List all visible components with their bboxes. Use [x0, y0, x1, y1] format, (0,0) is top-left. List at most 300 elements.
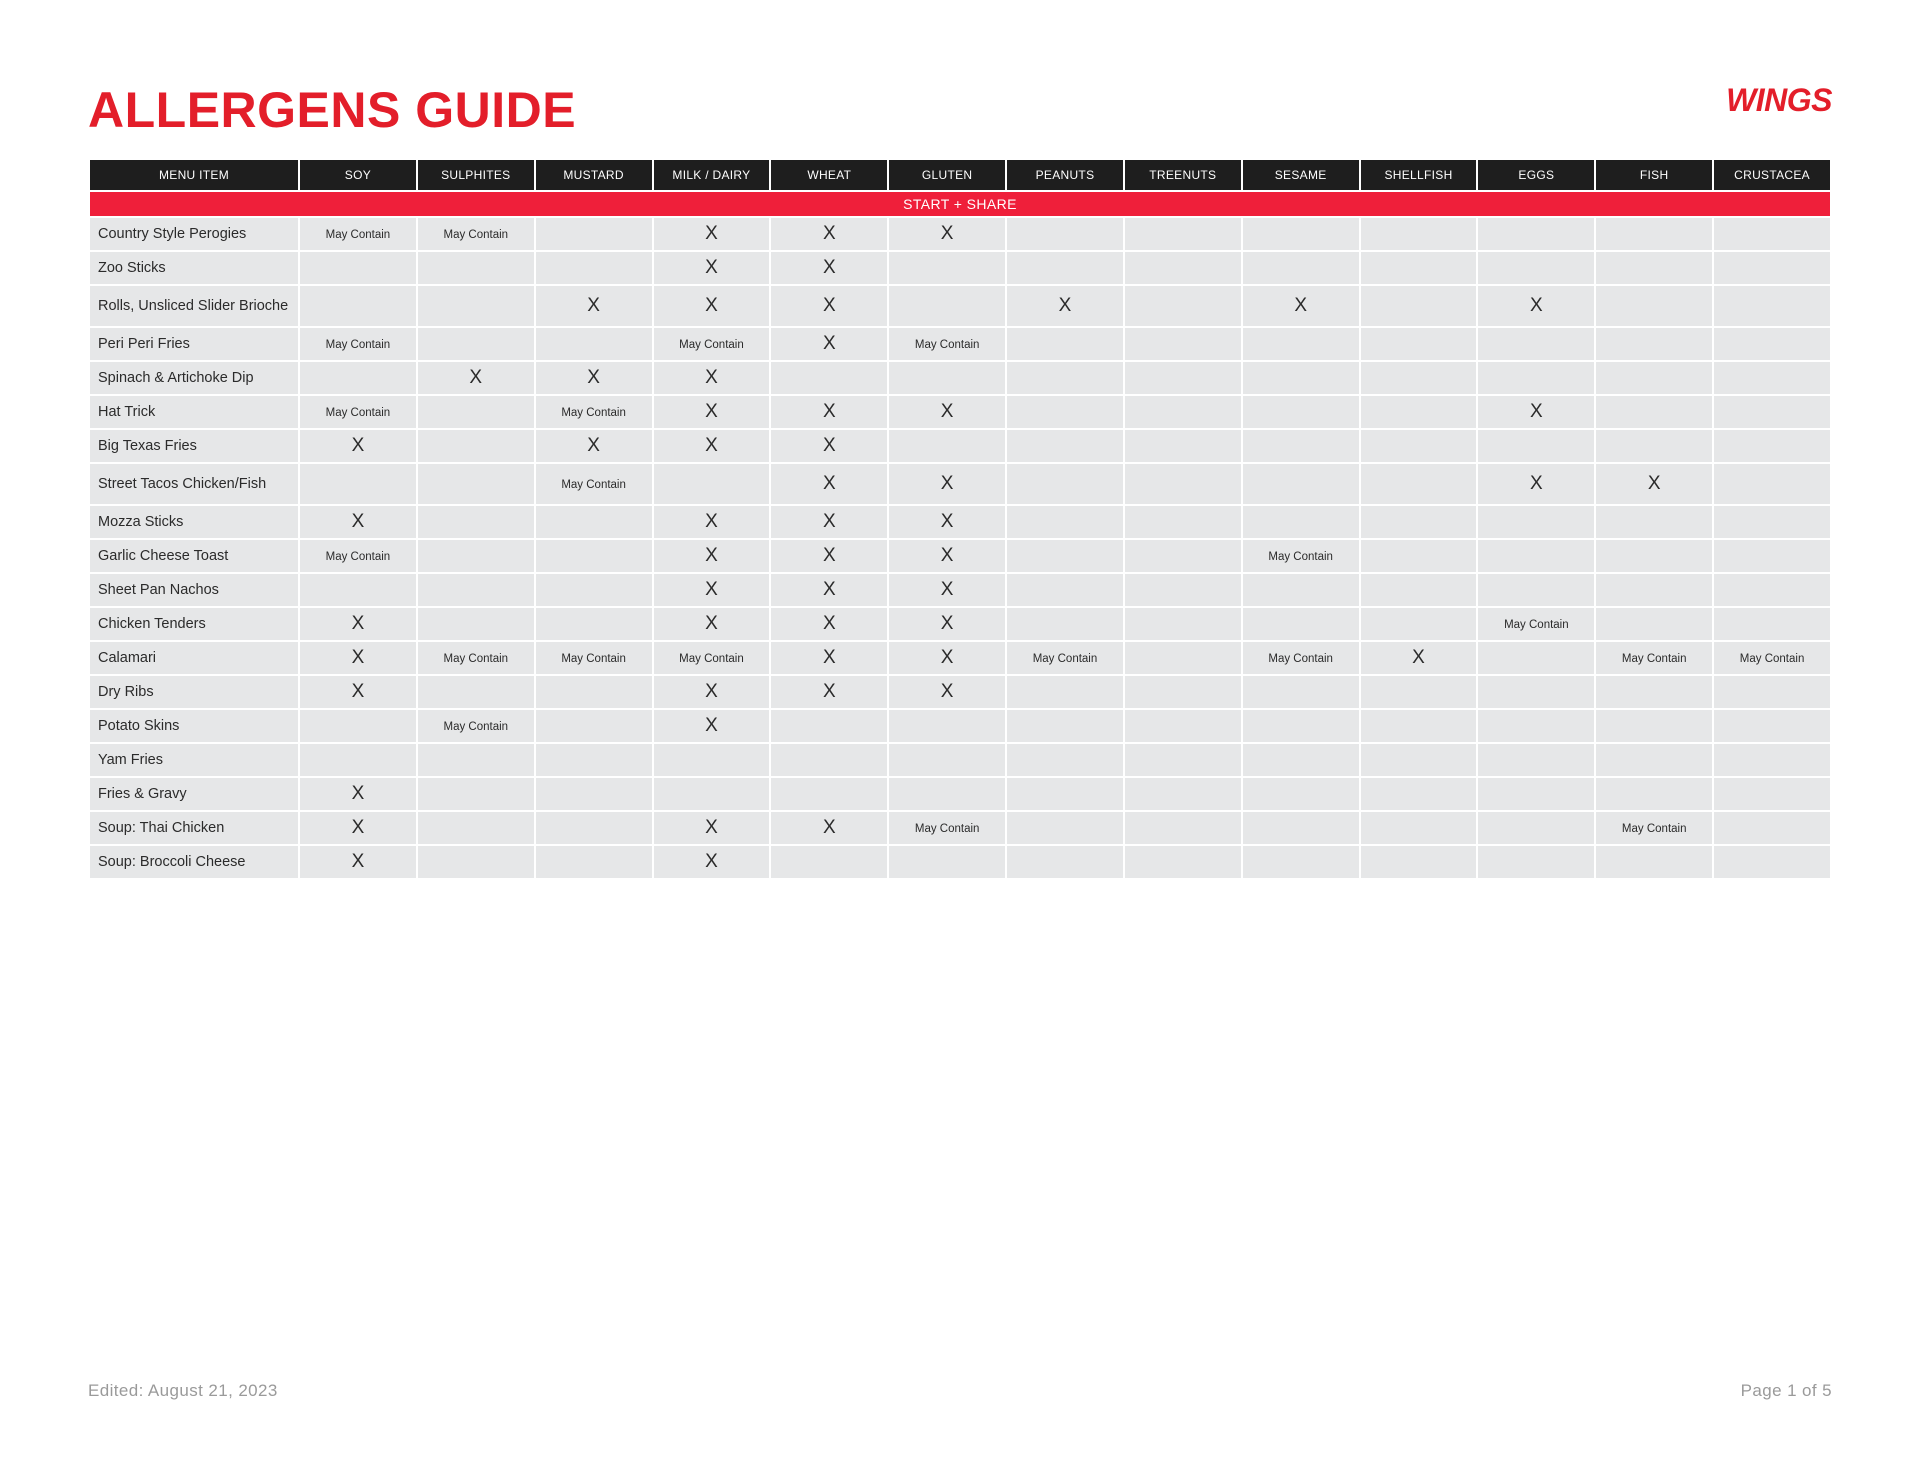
allergen-cell — [300, 286, 416, 326]
table-row — [90, 362, 1830, 394]
allergen-cell — [300, 464, 416, 504]
allergen-cell — [1361, 286, 1477, 326]
page-number: Page 1 of 5 — [1740, 1381, 1832, 1400]
allergen-cell — [654, 846, 770, 878]
allergen-cell — [1007, 642, 1123, 674]
contains-mark: X — [940, 681, 954, 702]
allergen-cell — [771, 846, 887, 878]
allergen-cell — [771, 506, 887, 538]
allergen-cell — [300, 778, 416, 810]
allergen-cell — [1361, 744, 1477, 776]
allergen-cell — [771, 286, 887, 326]
may-contain-mark: May Contain — [325, 551, 391, 563]
table-row — [90, 642, 1830, 674]
allergen-cell — [1714, 252, 1830, 284]
allergen-cell — [418, 286, 534, 326]
may-contain-mark: May Contain — [1268, 653, 1333, 665]
allergen-cell — [654, 574, 770, 606]
allergen-cell — [1714, 540, 1830, 572]
allergen-cell — [1243, 328, 1359, 360]
allergen-cell — [1243, 744, 1359, 776]
allergen-cell — [418, 396, 534, 428]
allergen-cell — [536, 506, 652, 538]
may-contain-mark: May Contain — [443, 229, 509, 241]
allergen-cell — [1361, 218, 1477, 250]
menu-item-name: Chicken Tenders — [90, 608, 298, 640]
allergen-cell — [889, 286, 1005, 326]
allergen-cell — [1714, 846, 1830, 878]
allergen-cell — [889, 252, 1005, 284]
menu-item-name: Hat Trick — [90, 396, 298, 428]
contains-mark: X — [822, 681, 836, 702]
allergen-cell — [1243, 778, 1359, 810]
allergen-cell — [889, 744, 1005, 776]
allergen-cell — [300, 362, 416, 394]
column-header: SULPHITES — [418, 160, 534, 190]
may-contain-mark: May Contain — [1621, 653, 1687, 665]
allergen-cell — [1596, 506, 1712, 538]
contains-mark: X — [705, 817, 718, 838]
column-header: MUSTARD — [536, 160, 652, 190]
column-header: PEANUTS — [1007, 160, 1123, 190]
table-row — [90, 846, 1830, 878]
contains-mark: X — [351, 851, 365, 872]
allergen-cell — [771, 642, 887, 674]
allergen-cell — [1125, 328, 1241, 360]
allergen-cell — [300, 812, 416, 844]
may-contain-mark: May Contain — [1032, 653, 1098, 665]
table-row — [90, 328, 1830, 360]
allergen-cell — [418, 252, 534, 284]
allergen-cell — [1361, 676, 1477, 708]
contains-mark: X — [940, 473, 954, 494]
allergen-cell — [300, 642, 416, 674]
allergen-cell — [1596, 430, 1712, 462]
allergen-cell — [300, 846, 416, 878]
allergen-cell — [1714, 286, 1830, 326]
allergen-cell — [536, 812, 652, 844]
contains-mark: X — [705, 367, 718, 388]
allergen-cell — [1478, 464, 1594, 504]
allergen-cell — [889, 710, 1005, 742]
allergen-cell — [1596, 812, 1712, 844]
allergen-cell — [418, 506, 534, 538]
allergen-cell — [1243, 574, 1359, 606]
may-contain-mark: May Contain — [561, 653, 626, 665]
allergen-cell — [889, 218, 1005, 250]
allergen-cell — [418, 642, 534, 674]
page-title: ALLERGENS GUIDE — [88, 82, 577, 138]
contains-mark: X — [705, 223, 718, 244]
allergen-cell — [1361, 574, 1477, 606]
contains-mark: X — [1647, 473, 1661, 494]
allergen-cell — [1125, 642, 1241, 674]
allergen-cell — [1478, 744, 1594, 776]
allergen-cell — [300, 710, 416, 742]
allergen-cell — [1596, 328, 1712, 360]
allergen-cell — [1125, 464, 1241, 504]
contains-mark: X — [705, 401, 718, 422]
allergen-cell — [1478, 846, 1594, 878]
allergen-cell — [418, 608, 534, 640]
allergen-cell — [771, 744, 887, 776]
allergen-cell — [418, 430, 534, 462]
allergen-cell — [1125, 676, 1241, 708]
allergen-cell — [1478, 286, 1594, 326]
allergen-cell — [300, 252, 416, 284]
allergen-cell — [1125, 574, 1241, 606]
allergen-cell — [300, 430, 416, 462]
menu-item-name: Rolls, Unsliced Slider Brioche — [90, 286, 298, 326]
allergen-cell — [771, 778, 887, 810]
allergen-cell — [771, 608, 887, 640]
table-row — [90, 540, 1830, 572]
allergen-cell — [1478, 430, 1594, 462]
allergen-cell — [1125, 608, 1241, 640]
contains-mark: X — [822, 333, 836, 354]
allergen-cell — [1361, 812, 1477, 844]
allergen-cell — [1007, 252, 1123, 284]
allergen-cell — [1243, 812, 1359, 844]
allergen-cell — [1361, 642, 1477, 674]
allergen-cell — [418, 328, 534, 360]
may-contain-mark: May Contain — [914, 823, 980, 835]
allergen-cell — [536, 328, 652, 360]
menu-item-name: Peri Peri Fries — [90, 328, 298, 360]
allergen-cell — [418, 362, 534, 394]
allergen-cell — [1478, 812, 1594, 844]
allergen-cell — [1007, 676, 1123, 708]
allergen-cell — [1596, 540, 1712, 572]
allergen-cell — [1714, 218, 1830, 250]
allergen-cell — [1478, 608, 1594, 640]
section-label: START + SHARE — [90, 192, 1830, 216]
column-header-menu-item: MENU ITEM — [90, 160, 298, 190]
contains-mark: X — [351, 613, 365, 634]
allergen-cell — [1361, 362, 1477, 394]
table-row — [90, 464, 1830, 504]
allergen-cell — [1125, 430, 1241, 462]
allergen-cell — [418, 778, 534, 810]
allergen-cell — [1007, 710, 1123, 742]
allergen-cell — [1243, 506, 1359, 538]
contains-mark: X — [587, 295, 600, 316]
allergen-cell — [654, 506, 770, 538]
contains-mark: X — [1530, 401, 1543, 422]
allergen-cell — [654, 744, 770, 776]
allergen-cell — [1007, 744, 1123, 776]
allergen-cell — [418, 710, 534, 742]
table-row — [90, 574, 1830, 606]
allergen-cell — [1007, 846, 1123, 878]
allergen-cell — [889, 362, 1005, 394]
allergen-cell — [1125, 846, 1241, 878]
allergen-cell — [1714, 362, 1830, 394]
allergen-cell — [1596, 710, 1712, 742]
allergen-cell — [1714, 676, 1830, 708]
contains-mark: X — [351, 817, 365, 838]
allergen-cell — [1478, 778, 1594, 810]
contains-mark: X — [1412, 647, 1425, 668]
menu-item-name: Potato Skins — [90, 710, 298, 742]
allergen-cell — [1125, 252, 1241, 284]
allergen-cell — [1596, 574, 1712, 606]
allergen-cell — [1714, 430, 1830, 462]
allergen-cell — [418, 574, 534, 606]
allergen-cell — [1007, 464, 1123, 504]
may-contain-mark: May Contain — [325, 229, 391, 241]
allergen-cell — [654, 642, 770, 674]
allergen-cell — [1478, 362, 1594, 394]
allergen-cell — [1243, 642, 1359, 674]
allergen-cell — [889, 396, 1005, 428]
contains-mark: X — [822, 473, 836, 494]
allergen-cell — [654, 710, 770, 742]
allergen-cell — [1243, 218, 1359, 250]
allergen-cell — [418, 540, 534, 572]
allergen-cell — [654, 328, 770, 360]
allergen-cell — [1007, 218, 1123, 250]
allergen-cell — [1007, 540, 1123, 572]
allergen-cell — [654, 812, 770, 844]
allergen-cell — [889, 328, 1005, 360]
column-header: WHEAT — [771, 160, 887, 190]
allergen-cell — [1243, 540, 1359, 572]
contains-mark: X — [351, 435, 365, 456]
contains-mark: X — [705, 715, 718, 736]
allergen-cell — [536, 218, 652, 250]
allergen-cell — [654, 362, 770, 394]
allergen-cell — [1714, 778, 1830, 810]
contains-mark: X — [940, 613, 954, 634]
allergen-cell — [654, 396, 770, 428]
allergen-cell — [1007, 812, 1123, 844]
allergen-cell — [1125, 218, 1241, 250]
allergen-cell — [771, 676, 887, 708]
table-row — [90, 812, 1830, 844]
table-row — [90, 430, 1830, 462]
allergen-cell — [1125, 540, 1241, 572]
allergen-cell — [1125, 812, 1241, 844]
column-header: SOY — [300, 160, 416, 190]
allergen-cell — [889, 642, 1005, 674]
contains-mark: X — [822, 511, 836, 532]
allergen-cell — [771, 362, 887, 394]
contains-mark: X — [469, 367, 483, 388]
column-header: FISH — [1596, 160, 1712, 190]
allergen-cell — [1478, 676, 1594, 708]
allergen-cell — [1714, 812, 1830, 844]
may-contain-mark: May Contain — [679, 339, 744, 351]
allergen-cell — [1478, 396, 1594, 428]
table-header-row — [90, 160, 1830, 190]
allergen-cell — [1714, 464, 1830, 504]
allergen-cell — [1361, 328, 1477, 360]
column-header: SHELLFISH — [1361, 160, 1477, 190]
allergen-cell — [889, 506, 1005, 538]
allergen-cell — [536, 710, 652, 742]
contains-mark: X — [587, 435, 600, 456]
allergen-cell — [1243, 396, 1359, 428]
allergen-cell — [1478, 540, 1594, 572]
contains-mark: X — [351, 681, 365, 702]
allergen-cell — [771, 574, 887, 606]
contains-mark: X — [351, 647, 365, 668]
contains-mark: X — [822, 401, 836, 422]
allergen-cell — [1007, 396, 1123, 428]
contains-mark: X — [705, 681, 718, 702]
table-row — [90, 676, 1830, 708]
may-contain-mark: May Contain — [1739, 653, 1805, 665]
table-row — [90, 506, 1830, 538]
allergen-cell — [536, 642, 652, 674]
allergen-cell — [1596, 218, 1712, 250]
allergen-cell — [418, 744, 534, 776]
menu-item-name: Street Tacos Chicken/Fish — [90, 464, 298, 504]
table-row — [90, 710, 1830, 742]
allergen-cell — [1361, 778, 1477, 810]
allergen-cell — [1714, 642, 1830, 674]
contains-mark: X — [351, 511, 365, 532]
table-row — [90, 744, 1830, 776]
allergen-cell — [1007, 608, 1123, 640]
allergen-cell — [654, 608, 770, 640]
allergen-cell — [1361, 710, 1477, 742]
menu-item-name: Soup: Broccoli Cheese — [90, 846, 298, 878]
allergen-cell — [1243, 608, 1359, 640]
allergen-cell — [771, 710, 887, 742]
may-contain-mark: May Contain — [914, 339, 980, 351]
contains-mark: X — [822, 295, 836, 316]
allergen-cell — [1478, 328, 1594, 360]
allergen-cell — [1125, 710, 1241, 742]
allergen-cell — [1007, 328, 1123, 360]
allergen-cell — [771, 540, 887, 572]
allergen-cell — [1596, 744, 1712, 776]
allergen-cell — [771, 218, 887, 250]
allergen-cell — [536, 286, 652, 326]
menu-item-name: Fries & Gravy — [90, 778, 298, 810]
allergen-cell — [1714, 608, 1830, 640]
may-contain-mark: May Contain — [1621, 823, 1687, 835]
allergen-cell — [1714, 328, 1830, 360]
contains-mark: X — [822, 223, 836, 244]
allergen-cell — [300, 744, 416, 776]
allergen-cell — [300, 218, 416, 250]
allergen-cell — [889, 608, 1005, 640]
contains-mark: X — [705, 435, 718, 456]
allergen-cell — [536, 464, 652, 504]
allergen-cell — [418, 812, 534, 844]
allergen-cell — [1007, 778, 1123, 810]
contains-mark: X — [1530, 295, 1543, 316]
allergen-cell — [654, 464, 770, 504]
edited-date: Edited: August 21, 2023 — [88, 1381, 278, 1400]
table-row — [90, 218, 1830, 250]
allergen-cell — [418, 464, 534, 504]
allergen-cell — [1596, 252, 1712, 284]
contains-mark: X — [940, 511, 954, 532]
allergen-cell — [1007, 362, 1123, 394]
allergen-cell — [1361, 252, 1477, 284]
allergen-cell — [536, 430, 652, 462]
allergen-cell — [771, 252, 887, 284]
allergen-cell — [1007, 286, 1123, 326]
allergen-cell — [536, 744, 652, 776]
allergen-cell — [889, 676, 1005, 708]
allergen-cell — [1596, 676, 1712, 708]
allergen-cell — [1243, 252, 1359, 284]
allergen-cell — [1478, 218, 1594, 250]
allergen-cell — [418, 218, 534, 250]
contains-mark: X — [1294, 295, 1308, 316]
allergen-cell — [1596, 396, 1712, 428]
contains-mark: X — [940, 401, 954, 422]
allergen-cell — [889, 540, 1005, 572]
allergen-cell — [1007, 430, 1123, 462]
allergen-cell — [1596, 642, 1712, 674]
contains-mark: X — [705, 257, 718, 278]
allergen-cell — [654, 430, 770, 462]
menu-item-name: Zoo Sticks — [90, 252, 298, 284]
allergen-cell — [1125, 362, 1241, 394]
may-contain-mark: May Contain — [443, 653, 509, 665]
menu-item-name: Big Texas Fries — [90, 430, 298, 462]
contains-mark: X — [1530, 473, 1543, 494]
allergen-cell — [1007, 574, 1123, 606]
allergen-cell — [1596, 608, 1712, 640]
contains-mark: X — [822, 613, 836, 634]
allergen-cell — [889, 464, 1005, 504]
allergen-cell — [1007, 506, 1123, 538]
allergen-cell — [1478, 642, 1594, 674]
menu-item-name: Soup: Thai Chicken — [90, 812, 298, 844]
allergen-cell — [536, 608, 652, 640]
allergen-cell — [1714, 574, 1830, 606]
contains-mark: X — [1058, 295, 1072, 316]
allergen-cell — [1361, 608, 1477, 640]
allergen-cell — [1596, 286, 1712, 326]
allergen-cell — [418, 846, 534, 878]
allergen-cell — [1125, 744, 1241, 776]
column-header: GLUTEN — [889, 160, 1005, 190]
allergen-cell — [1714, 710, 1830, 742]
contains-mark: X — [705, 851, 718, 872]
allergen-cell — [771, 464, 887, 504]
allergen-cell — [654, 218, 770, 250]
contains-mark: X — [822, 545, 836, 566]
allergens-table — [88, 158, 1832, 880]
table-row — [90, 396, 1830, 428]
allergen-cell — [1478, 252, 1594, 284]
allergen-cell — [1125, 286, 1241, 326]
may-contain-mark: May Contain — [561, 479, 626, 491]
allergen-cell — [1361, 846, 1477, 878]
contains-mark: X — [705, 579, 718, 600]
allergen-cell — [300, 540, 416, 572]
allergen-cell — [536, 396, 652, 428]
allergen-cell — [771, 396, 887, 428]
contains-mark: X — [940, 223, 954, 244]
allergen-cell — [536, 676, 652, 708]
contains-mark: X — [705, 295, 718, 316]
table-row — [90, 608, 1830, 640]
column-header: MILK / DAIRY — [654, 160, 770, 190]
menu-item-name: Calamari — [90, 642, 298, 674]
allergen-cell — [1714, 506, 1830, 538]
allergen-cell — [536, 540, 652, 572]
allergen-cell — [1596, 464, 1712, 504]
